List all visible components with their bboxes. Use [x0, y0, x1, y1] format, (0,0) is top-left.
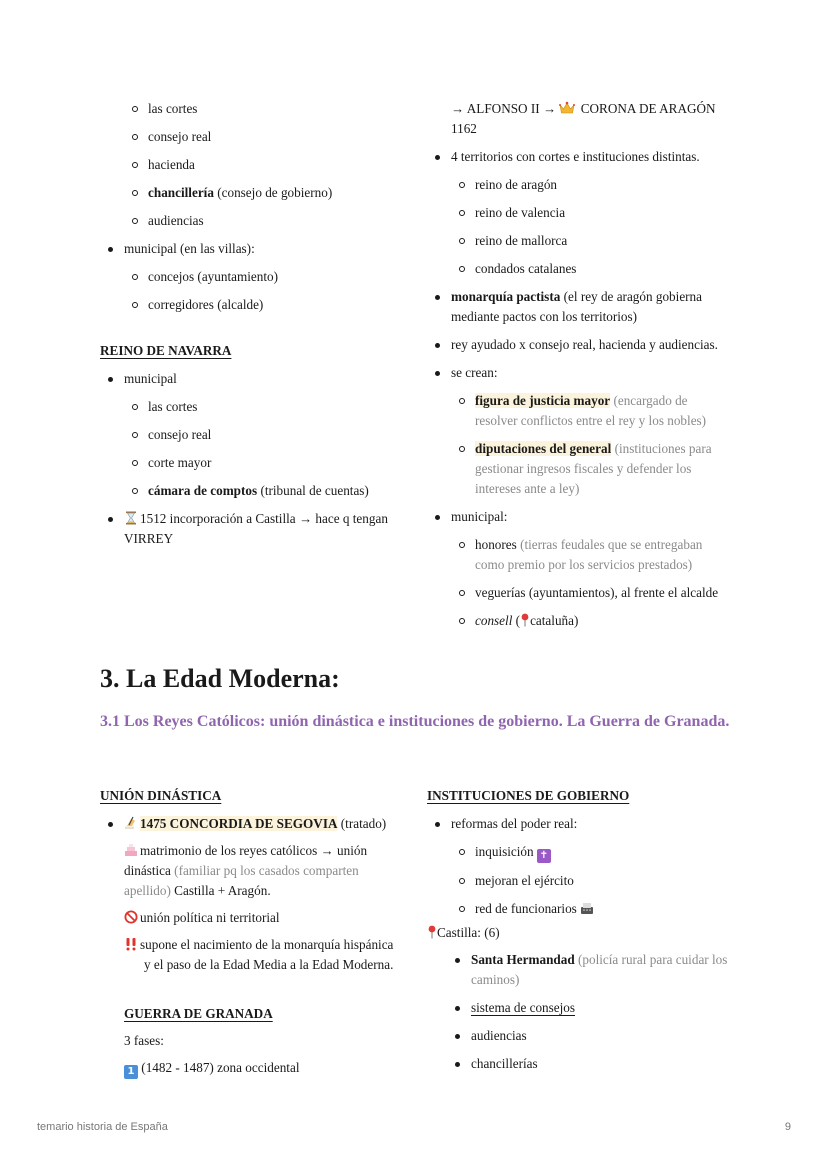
matrimonio-line: matrimonio de los reyes católicos → unión dinástica (familiar pq los casados comparten apellido) Castilla + Aragón.	[124, 843, 368, 898]
fases-line: 3 fases:	[124, 1033, 164, 1048]
supone-line: supone el nacimiento de la monarquía hispánica y el paso de la Edad Media a la Edad Moderna.	[124, 935, 400, 975]
list-item: chancillería (consejo de gobierno)	[124, 183, 400, 203]
page-number: 9	[784, 1121, 791, 1133]
list-item: corte mayor	[124, 453, 400, 473]
list-item: municipal (en las villas): concejos (ayuntamiento) corregidores (alcalde)	[100, 239, 400, 315]
list-item	[100, 814, 400, 1079]
list-item: reino de aragón	[451, 175, 732, 195]
pin-icon	[520, 613, 530, 627]
left-bottom-column	[100, 786, 400, 1087]
list-item: las cortes	[124, 397, 400, 417]
pin-icon	[427, 925, 437, 939]
list-item: hacienda	[124, 155, 400, 175]
list-item: 4 territorios con cortes e instituciones distintas. reino de aragón reino de valencia reino de mallorca condados catalanes	[427, 147, 732, 279]
fase1-line: 1 (1482 - 1487) zona occidental	[124, 1058, 400, 1079]
list-item: diputaciones del general (instituciones para gestionar ingresos fiscales y defender los intereses ante a ley)	[451, 439, 732, 499]
list-item: cámara de comptos (tribunal de cuentas)	[124, 481, 400, 501]
list-item: consejo real	[124, 127, 400, 147]
list-item: consejo real	[124, 425, 400, 445]
list-item: consell ( cataluña)	[451, 611, 732, 631]
section-heading-granada: GUERRA DE GRANADA	[124, 1006, 273, 1021]
castilla-continued-list	[100, 99, 400, 231]
list-item: 1512 incorporación a Castilla → hace q tengan VIRREY	[100, 509, 400, 549]
list-item: reformas del poder real: inquisición ✝ mejoran el ejército red de funcionarios	[427, 814, 732, 919]
castilla-line: Castilla: (6)	[427, 923, 732, 943]
list-item: audiencias	[447, 1026, 732, 1046]
alfonso-line: → ALFONSO II → CORONA DE ARAGÓN 1162	[451, 101, 716, 136]
list-item: rey ayudado x consejo real, hacienda y audiencias.	[427, 335, 732, 355]
section-heading-union: UNIÓN DINÁSTICA	[100, 788, 222, 803]
list-item: corregidores (alcalde)	[124, 295, 400, 315]
prohibited-icon	[124, 910, 138, 924]
left-top-column	[100, 99, 400, 557]
list-item: Santa Hermandad (policía rural para cuidar los caminos)	[447, 950, 732, 990]
list-item: red de funcionarios	[451, 899, 732, 919]
footer-title: temario historia de España	[37, 1121, 168, 1133]
list-item: inquisición ✝	[451, 842, 732, 863]
list-item: reino de mallorca	[451, 231, 732, 251]
fax-icon	[580, 901, 594, 915]
list-item: concejos (ayuntamiento)	[124, 267, 400, 287]
list-item: audiencias	[124, 211, 400, 231]
no-union-line: unión política ni territorial	[124, 908, 400, 928]
castilla-list	[427, 950, 732, 1074]
latin-cross-icon: ✝	[537, 849, 551, 863]
writing-hand-icon	[124, 816, 138, 830]
list-item: figura de justicia mayor (encargado de resolver conflictos entre el rey y los nobles)	[451, 391, 732, 431]
list-item: honores (tierras feudales que se entregaban como premio por los servicios prestados)	[451, 535, 732, 575]
subsection-heading: 3.1 Los Reyes Católicos: unión dinástica e instituciones de gobierno. La Guerra de Granada.	[100, 713, 730, 730]
list-item: municipal: honores (tierras feudales que se entregaban como premio por los servicios prestados) veguerías (ayuntamientos), al frente el alcalde consell ( cataluña)	[427, 507, 732, 631]
list-item: sistema de consejos	[447, 998, 732, 1018]
crown-icon	[559, 101, 575, 115]
wedding-icon	[124, 843, 138, 857]
list-item: reino de valencia	[451, 203, 732, 223]
list-item: se crean: figura de justicia mayor (encargado de resolver conflictos entre el rey y los nobles) diputaciones del general (instituciones para gestionar ingresos fiscales y defender los intereses ante a ley)	[427, 363, 732, 499]
list-item: mejoran el ejército	[451, 871, 732, 891]
section-heading-navarra: REINO DE NAVARRA	[100, 343, 232, 358]
list-item: las cortes	[124, 99, 400, 119]
right-bottom-column	[427, 786, 732, 1082]
list-item: chancillerías	[447, 1054, 732, 1074]
list-item: condados catalanes	[451, 259, 732, 279]
list-item: veguerías (ayuntamientos), al frente el alcalde	[451, 583, 732, 603]
list-item: municipal las cortes consejo real corte mayor cámara de comptos (tribunal de cuentas)	[100, 369, 400, 501]
section-heading-instituciones: INSTITUCIONES DE GOBIERNO	[427, 788, 630, 803]
page-heading: 3. La Edad Moderna:	[100, 664, 340, 693]
double-exclamation-icon	[124, 937, 138, 951]
keycap-one-icon: 1	[124, 1065, 138, 1079]
right-top-column	[427, 99, 732, 639]
list-item: monarquía pactista (el rey de aragón gobierna mediante pactos con los territorios)	[427, 287, 732, 327]
concordia-line: 1475 CONCORDIA DE SEGOVIA (tratado)	[124, 814, 400, 834]
hourglass-icon	[124, 511, 138, 525]
